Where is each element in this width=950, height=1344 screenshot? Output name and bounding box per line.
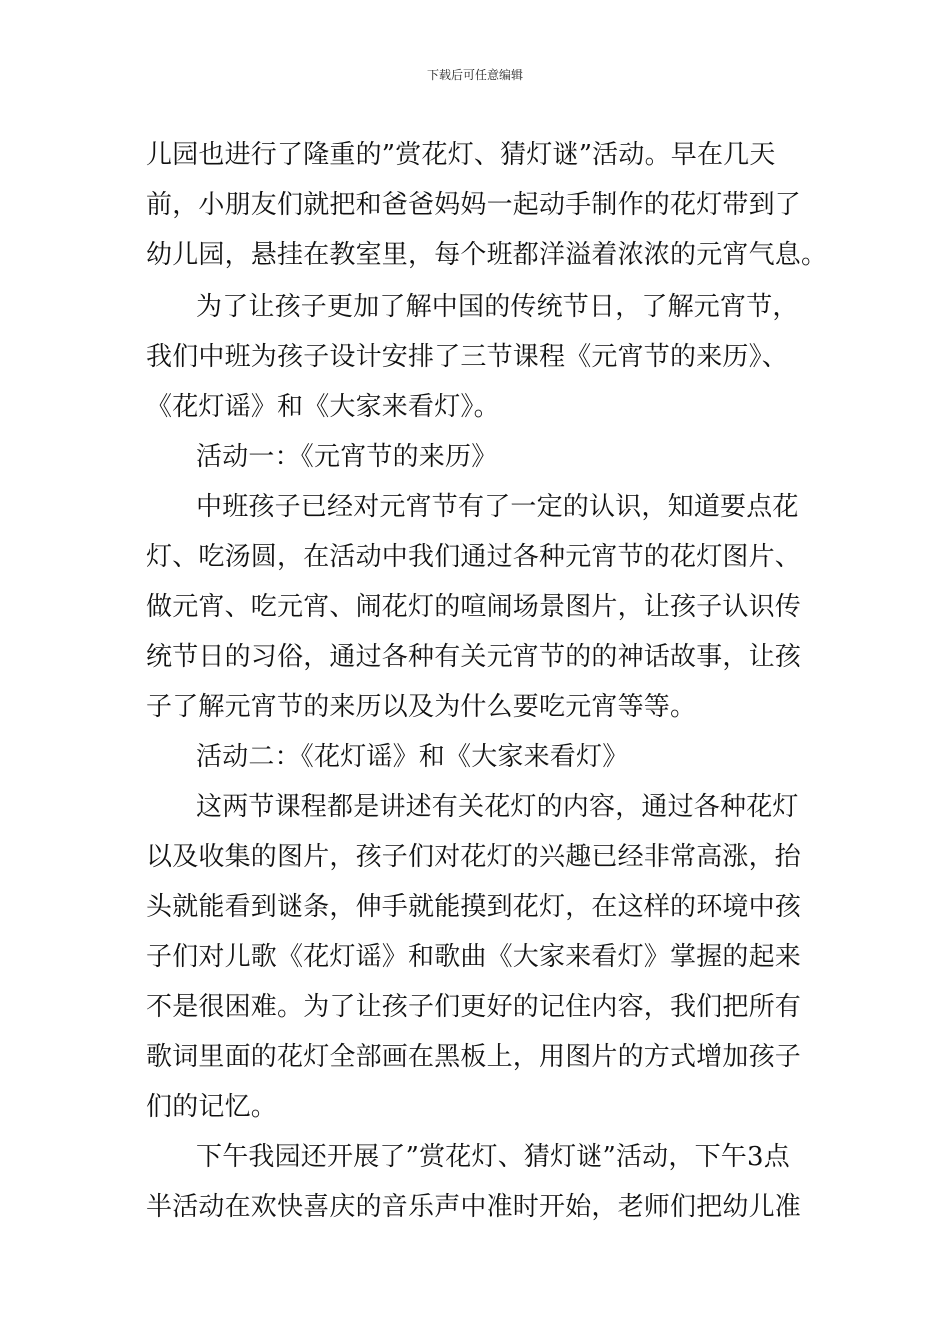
- text-line: 儿园也进行了隆重的”赏花灯、猜灯谜”活动。早在几天: [146, 140, 776, 170]
- text-line: 前，小朋友们就把和爸爸妈妈一起动手制作的花灯带到了: [146, 190, 802, 220]
- text-line: 做元宵、吃元宵、闹花灯的喧闹场景图片，让孩子认识传: [146, 592, 802, 622]
- text-line: 以及收集的图片，孩子们对花灯的兴趣已经非常高涨，抬: [146, 842, 802, 872]
- text-line: 《花灯谣》和《大家来看灯》。: [146, 392, 500, 422]
- text-line: 统节日的习俗，通过各种有关元宵节的的神话故事，让孩: [146, 642, 802, 672]
- text-line: 我们中班为孩子设计安排了三节课程《元宵节的来历》、: [146, 342, 789, 372]
- text-line: 半活动在欢快喜庆的音乐声中准时开始，老师们把幼儿准: [146, 1192, 802, 1222]
- text-line: 幼儿园，悬挂在教室里，每个班都洋溢着浓浓的元宵气息。: [146, 240, 828, 270]
- text-line: 子们对儿歌《花灯谣》和歌曲《大家来看灯》掌握的起来: [146, 942, 802, 972]
- text-line: 下午我园还开展了”赏花灯、猜灯谜”活动，下午3点: [196, 1142, 790, 1172]
- text-line: 歌词里面的花灯全部画在黑板上，用图片的方式增加孩子: [146, 1042, 802, 1072]
- text-line: 子了解元宵节的来历以及为什么要吃元宵等等。: [146, 692, 697, 722]
- text-line: 中班孩子已经对元宵节有了一定的认识，知道要点花: [196, 492, 799, 522]
- section-heading: 活动二：《花灯谣》和《大家来看灯》: [196, 742, 629, 772]
- text-line: 们的记忆。: [146, 1092, 278, 1122]
- text-line: 这两节课程都是讲述有关花灯的内容，通过各种花灯: [196, 792, 799, 822]
- page-header: 下载后可任意编辑: [426, 68, 523, 82]
- text-line: 为了让孩子更加了解中国的传统节日，了解元宵节，: [196, 292, 799, 322]
- text-line: 不是很困难。为了让孩子们更好的记住内容，我们把所有: [146, 992, 802, 1022]
- section-heading: 活动一：《元宵节的来历》: [196, 442, 498, 472]
- text-line: 灯、吃汤圆，在活动中我们通过各种元宵节的花灯图片、: [146, 542, 802, 572]
- text-line: 头就能看到谜条，伸手就能摸到花灯，在这样的环境中孩: [146, 892, 802, 922]
